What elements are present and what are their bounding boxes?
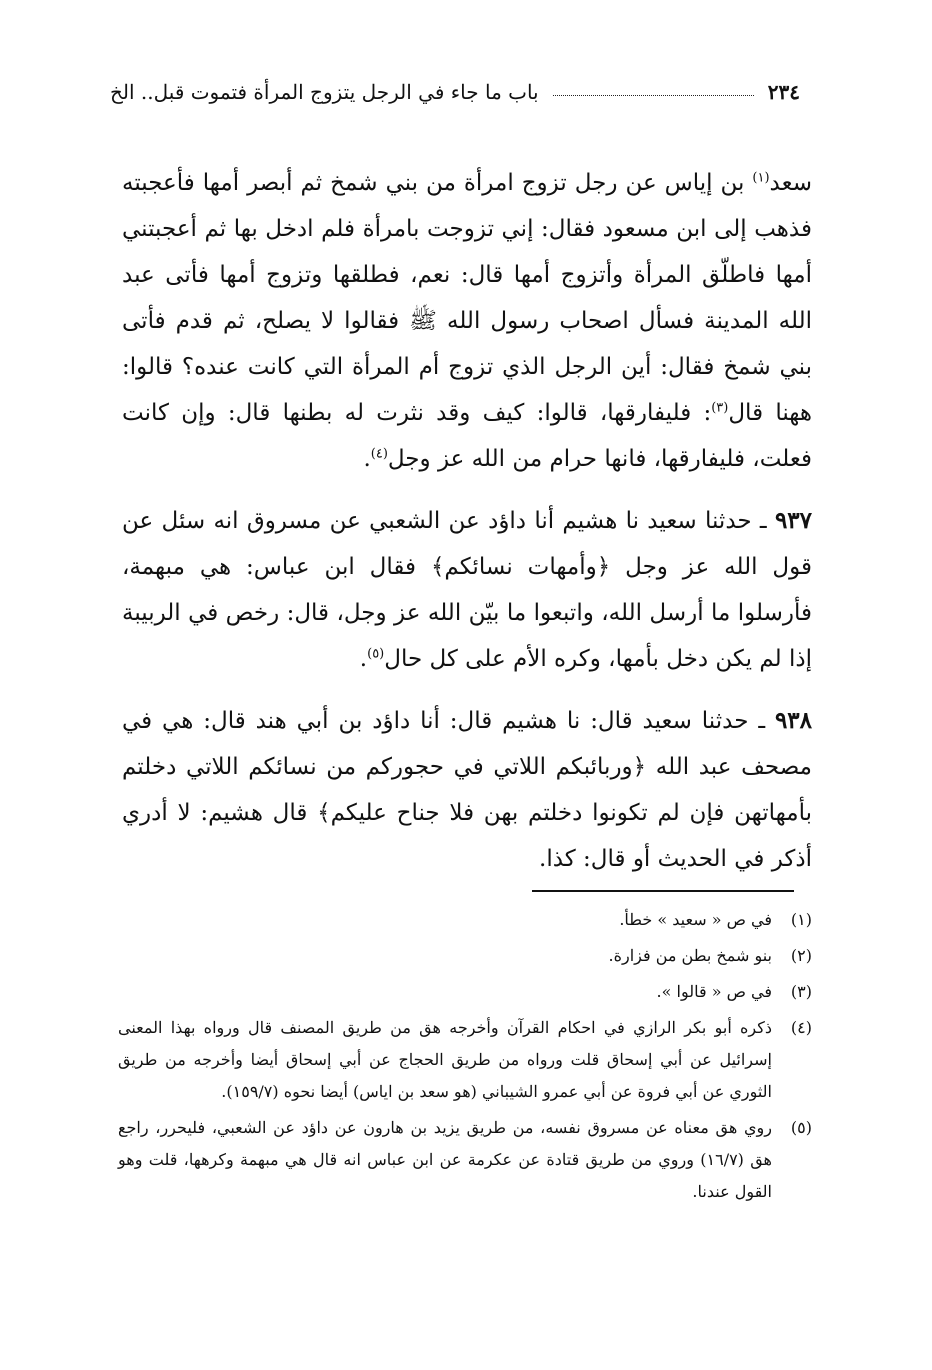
footnote-ref-5[interactable]: (٥) [367,646,385,662]
text-segment: سعد [769,170,812,196]
running-header [110,72,800,112]
main-text [122,160,812,898]
footnote-number: (٥) [790,1118,812,1137]
text-segment: بن إياس عن رجل تزوج امرأة من بني شمخ ثم أبصر أمها فأعجبته فذهب إلى ابن مسعود فقال: إني تزوجت بامرأة فلم ادخل بها ثم أعجبتني أمها فاطلّق المرأة وأتزوج أمها قال: نعم، فطلقها وتزوج أمها فأتى عبد الله المدينة فسأل اصحاب رسول الله ﷺ فقالوا لا يصلح، ثم قدم فأتى بني شمخ فقال: أين الرجل الذي تزوج أم المرأة التي كانت عنده؟ قالوا: ههنا قال [122,170,812,426]
footnote-number: (٢) [790,946,812,965]
footnote-text: في ص « سعيد » خطأ. [619,910,772,929]
footnote-item [118,1112,812,1208]
hadith-937 [122,498,812,682]
hadith-number: ٩٣٧ [774,507,812,534]
chapter-title: باب ما جاء في الرجل يتزوج المرأة فتموت قبل.. الخ [110,80,539,104]
footnote-ref-1[interactable]: (١) [752,170,770,186]
footnote-ref-4[interactable]: (٤) [370,446,388,462]
footnote-item [118,904,812,936]
hadith-938 [122,698,812,882]
footnote-text: بنو شمخ بطن من فزارة. [608,946,772,965]
page-number: ٢٣٤ [767,80,800,104]
footnote-number: (٤) [790,1018,812,1037]
text-segment: : فليفارقها، قالوا: كيف وقد نثرت له بطنها قال: وإن كانت فعلت، فليفارقها، فانها حرام من الله عز وجل [122,400,812,472]
footnote-text: في ص « قالوا ». [656,982,772,1001]
footnote-text: روي هق معناه عن مسروق نفسه، من طريق يزيد بن هارون عن داؤد عن الشعبي، فليحرر، راجع هق (١٦/٧) وروي من طريق قتادة عن عكرمة عن ابن عباس انه قال هي مبهمة وكرهها، قلت وهو القول عندنا. [118,1118,772,1201]
text-segment: . [363,446,371,472]
hadith-number: ٩٣٨ [774,707,812,734]
footnote-number: (٣) [790,982,812,1001]
text-segment: . [359,646,368,672]
footnote-ref-3[interactable]: (٣) [711,400,729,416]
hadith-text: ـ حدثنا سعيد نا هشيم أنا داؤد عن الشعبي عن مسروق انه سئل عن قول الله عز وجل ﴿وأمهات نسائكم﴾ فقال ابن عباس: هي مبهمة، فأرسلوا ما أرسل الله، واتبعوا ما بيّن الله عز وجل، قال: رخص في الربيبة إذا لم يكن دخل بأمها، وكره الأم على كل حال [122,508,812,672]
paragraph-continuation [122,160,812,482]
footnote-text: ذكره أبو بكر الرازي في احكام القرآن وأخرجه هق من طريق المصنف قال ورواه بهذا المعنى إسرائيل عن أبي إسحاق قلت ورواه من طريق الحجاج عن أبي إسحاق أيضا وأخرجه من طريق الثوري عن أبي فروة عن أبي عمرو الشيباني (هو سعد بن اياس) أيضا نحوه (١٥٩/٧). [118,1018,772,1101]
footnotes [118,904,812,1212]
hadith-text: ـ حدثنا سعيد قال: نا هشيم قال: أنا داؤد بن أبي هند قال: هي في مصحف عبد الله ﴿وربائبكم اللاتي في حجوركم من نسائكم اللاتي دخلتم بأمهاتهن فإن لم تكونوا دخلتم بهن فلا جناح عليكم﴾ قال هشيم: لا أدري أذكر في الحديث أو قال: كذا. [122,708,812,872]
footnote-number: (١) [790,910,812,929]
footnote-item [118,1012,812,1108]
header-dotted-leader [553,95,754,96]
footnote-item [118,940,812,972]
footnote-separator [532,890,794,892]
footnote-item [118,976,812,1008]
